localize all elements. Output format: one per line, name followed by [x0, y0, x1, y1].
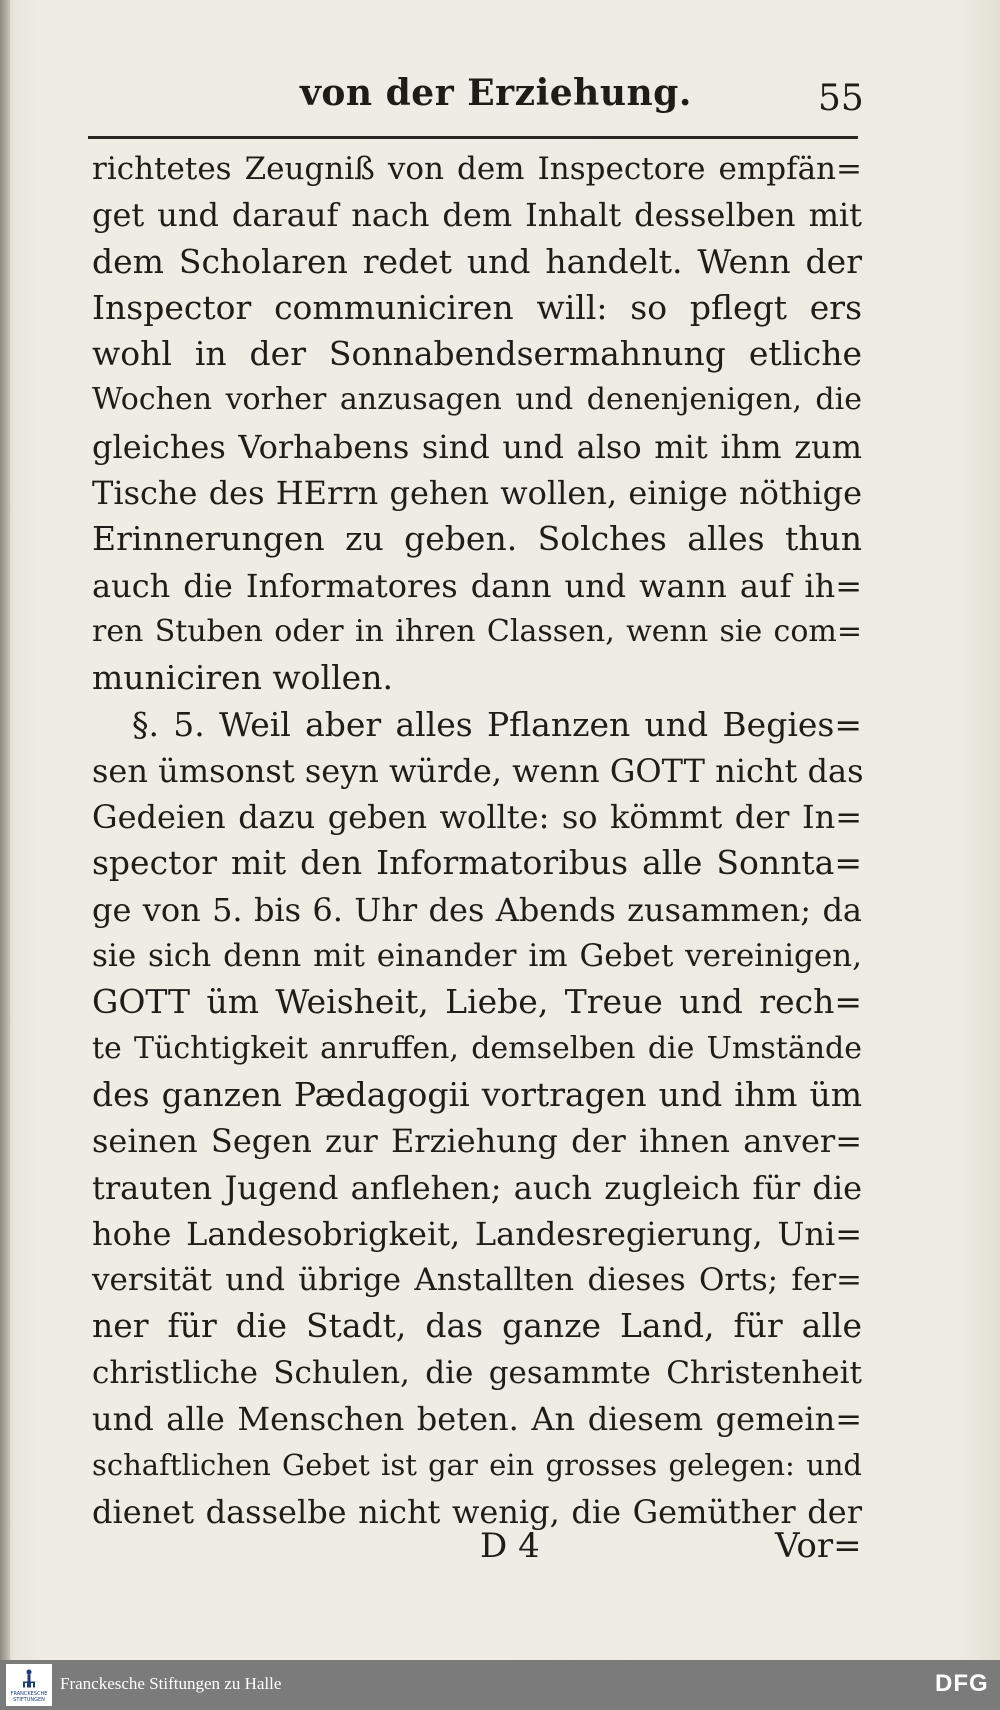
page-gutter-edge [0, 0, 10, 1660]
text-line: dem Scholaren redet und handelt. Wenn der [92, 241, 862, 281]
text-line: gleiches Vorhabens sind und also mit ihm zum [92, 427, 862, 466]
running-head: von der Erziehung. [300, 72, 692, 114]
text-line: Inspector communiciren will: so pflegt ers [92, 287, 862, 327]
text-line: GOTT üm Weisheit, Liebe, Treue und rech= [92, 982, 862, 1022]
paragraph-start-line: §. 5. Weil aber alles Pflanzen und Begies= [132, 704, 862, 744]
text-line: te Tüchtigkeit anruffen, demselben die Umstände [92, 1030, 862, 1066]
text-line: spector mit den Informatoribus alle Sonnta= [92, 843, 862, 883]
text-line: christliche Schulen, die gesammte Christenheit [92, 1354, 862, 1391]
dfg-logo[interactable]: DFG [935, 1670, 989, 1697]
text-line: Wochen vorher anzusagen und denenjenigen, die [92, 382, 862, 418]
body-text [92, 146, 862, 1535]
text-line: hohe Landesobrigkeit, Landesregierung, Uni= [92, 1214, 862, 1253]
institution-name[interactable]: Franckesche Stiftungen zu Halle [60, 1674, 282, 1693]
footer-bar [0, 1660, 1000, 1710]
text-line: Tische des HErrn gehen wollen, einige nöthige [92, 474, 862, 513]
text-line: und alle Menschen beten. An diesem gemein= [92, 1400, 862, 1439]
logo-text: FRANCKESCHE STIFTUNGEN [10, 1691, 48, 1703]
text-line: seinen Segen zur Erziehung der ihnen anver= [92, 1122, 862, 1161]
text-line: des ganzen Pædagogii vortragen und ihm üm [92, 1074, 862, 1114]
text-line: richtetes Zeugniß von dem Inspectore empfän= [92, 151, 862, 187]
signature-mark: D 4 [480, 1526, 540, 1566]
text-line: get und darauf nach dem Inhalt desselben mit [92, 196, 862, 235]
text-line: ge von 5. bis 6. Uhr des Abends zusammen; da [92, 890, 862, 929]
text-line: sen ümsonst seyn würde, wenn GOTT nicht das [92, 751, 864, 790]
text-line: ner für die Stadt, das ganze Land, für alle [92, 1306, 862, 1346]
catchword: Vor= [775, 1526, 862, 1566]
text-line: Gedeien dazu geben wollte: so kömmt der In= [92, 798, 862, 837]
text-line: ren Stuben oder in ihren Classen, wenn sie com= [92, 613, 862, 649]
text-line: sie sich denn mit einander im Gebet vereinigen, [92, 938, 862, 975]
text-line: trauten Jugend anflehen; auch zugleich für die [92, 1168, 862, 1207]
text-line: wohl in der Sonnabendsermahnung etliche [92, 334, 862, 374]
text-line: schaftlichen Gebet ist gar ein grosses gelegen: und [92, 1448, 862, 1483]
page-number: 55 [818, 78, 864, 119]
text-line: Erinnerungen zu geben. Solches alles thun [92, 519, 862, 559]
text-line: auch die Informatores dann und wann auf ih= [92, 566, 862, 605]
header-rule [88, 136, 858, 139]
institution-logo[interactable] [6, 1664, 52, 1706]
text-line: municiren wollen. [92, 658, 393, 698]
orphanage-emblem-icon [21, 1669, 37, 1689]
text-line: versität und übrige Anstallten dieses Orts; fer= [92, 1262, 862, 1299]
text-line: dienet dasselbe nicht wenig, die Gemüther der [92, 1492, 862, 1531]
